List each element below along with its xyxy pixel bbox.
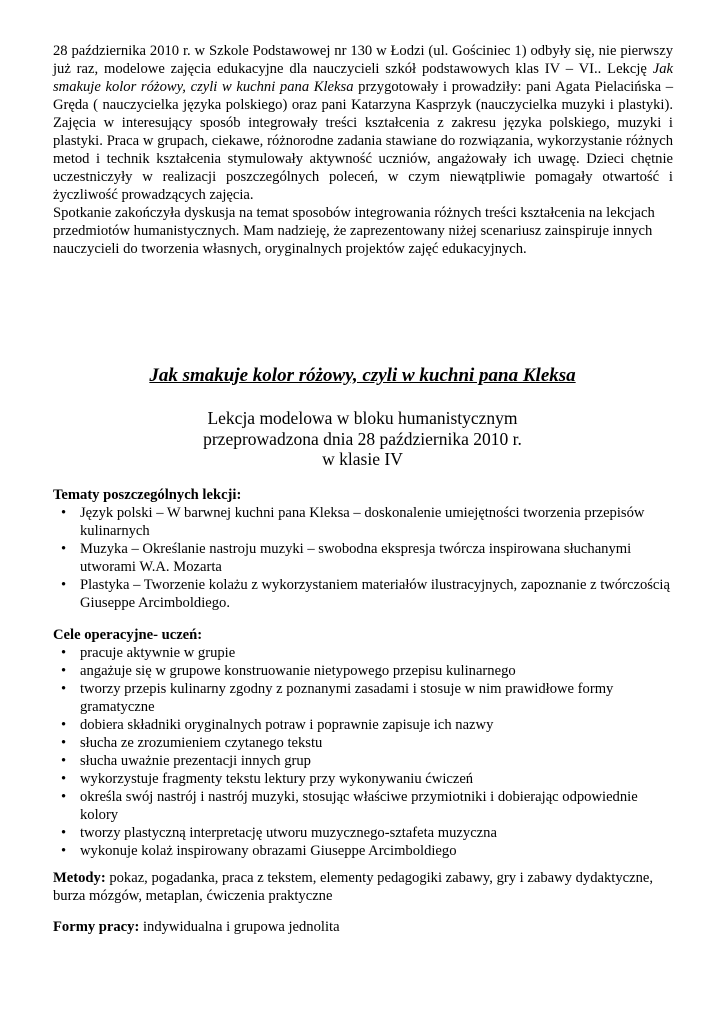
topics-section [53,486,673,612]
intro-text-b: przygotowały i prowadziły: pani Agata Pielacińska – Gręda ( nauczycielka języka polskiego) oraz pani Katarzyna Kasprzyk (nauczycielka muzyki i plastyki). Zajęcia w interesujący sposób integrowały treści kształcenia z zakresu języka polskiego, muzyki i plastyki. Praca w grupach, ciekawe, różnorodne zadania stawiane do rozwiązania, wykorzystanie różnych metod i technik kształcenia stymulowały aktywność uczniów, angażowały ich uwagę. Dzieci chętnie uczestniczyły w realizacji poszczególnych poleceń, w czym niewątpliwie pomagały otwartość i życzliwość prowadzących zajęcia. [53,79,673,203]
list-item: • tworzy przepis kulinarny zgodny z poznanymi zasadami i stosuje w nim prawidłowe formy gramatyczne [61,681,614,715]
list-item: • Muzyka – Określanie nastroju muzyki – swobodna ekspresja twórcza inspirowana słuchanymi utworami W.A. Mozarta [61,541,632,575]
forms-paragraph [53,918,673,936]
bullet-icon: • [61,717,67,733]
subtitle-line-2: przeprowadzona dnia 28 października 2010 r. [203,428,522,449]
forms-text: indywidualna i grupowa jednolita [139,919,340,935]
goals-list [53,644,673,860]
list-item: • tworzy plastyczną interpretację utworu muzycznego-sztafeta muzyczna [61,825,497,841]
bullet-icon: • [61,505,67,521]
bullet-icon: • [61,753,67,769]
methods-paragraph [53,869,673,905]
goals-heading: Cele operacyjne- uczeń: [53,627,203,643]
topics-list [53,504,673,612]
goals-section [53,626,673,860]
list-item: • Język polski – W barwnej kuchni pana Kleksa – doskonalenie umiejętności tworzenia przepisów kulinarnych [61,505,645,539]
list-item: • pracuje aktywnie w grupie [61,645,236,661]
list-item: • słucha ze zrozumieniem czytanego tekstu [61,735,323,751]
topics-heading: Tematy poszczególnych lekcji: [53,487,242,503]
list-item: • wykorzystuje fragmenty tekstu lektury przy wykonywaniu ćwiczeń [61,771,474,787]
bullet-icon: • [61,735,67,751]
methods-label: Metody: [53,870,106,886]
bullet-icon: • [61,577,67,593]
subtitle-line-1: Lekcja modelowa w bloku humanistycznym [207,408,518,428]
list-item: • dobiera składniki oryginalnych potraw i poprawnie zapisuje ich nazwy [61,717,494,733]
list-item: • określa swój nastrój i nastrój muzyki, stosując właściwe przymiotniki i dobierając odpowiednie kolory [61,789,638,823]
lesson-title: Jak smakuje kolor różowy, czyli w kuchni pana Kleksa [149,365,576,386]
bullet-icon: • [61,789,67,805]
intro-lesson-title: Jak smakuje kolor różowy, czyli w kuchni pana Kleksa [53,61,673,95]
intro-section [53,42,673,258]
bullet-icon: • [61,771,67,787]
list-item: • Plastyka – Tworzenie kolażu z wykorzystaniem materiałów ilustracyjnych, zapoznanie z twórczością Giuseppe Arcimboldiego. [61,577,670,611]
bullet-icon: • [61,663,67,679]
bullet-icon: • [61,843,67,859]
lesson-subtitle [0,408,725,470]
subtitle-line-3: w klasie IV [322,449,403,469]
bullet-icon: • [61,645,67,661]
bullet-icon: • [61,541,67,557]
intro-text-a: 28 października 2010 r. w Szkole Podstawowej nr 130 w Łodzi (ul. Gościniec 1) odbyły się, nie pierwszy już raz, modelowe zajęcia edukacyjne dla nauczycieli szkół podstawowych klas IV – VI.. Lekcję [53,43,673,77]
list-item: • angażuje się w grupowe konstruowanie nietypowego przepisu kulinarnego [61,663,516,679]
intro-paragraph-2: Spotkanie zakończyła dyskusja na temat sposobów integrowania różnych treści kształcenia na lekcjach przedmiotów humanistycznych. Mam nadzieję, że zaprezentowany niżej scenariusz zainspiruje innych nauczycieli do tworzenia własnych, oryginalnych projektów zajęć edukacyjnych. [53,205,655,257]
bullet-icon: • [61,681,67,697]
list-item: • wykonuje kolaż inspirowany obrazami Giuseppe Arcimboldiego [61,843,457,859]
bullet-icon: • [61,825,67,841]
list-item: • słucha uważnie prezentacji innych grup [61,753,311,769]
forms-label: Formy pracy: [53,919,140,935]
intro-paragraph-1 [53,42,673,204]
methods-text: pokaz, pogadanka, praca z tekstem, elementy pedagogiki zabawy, gry i zabawy dydaktyczne, burza mózgów, metaplan, ćwiczenia praktyczne [53,870,653,904]
